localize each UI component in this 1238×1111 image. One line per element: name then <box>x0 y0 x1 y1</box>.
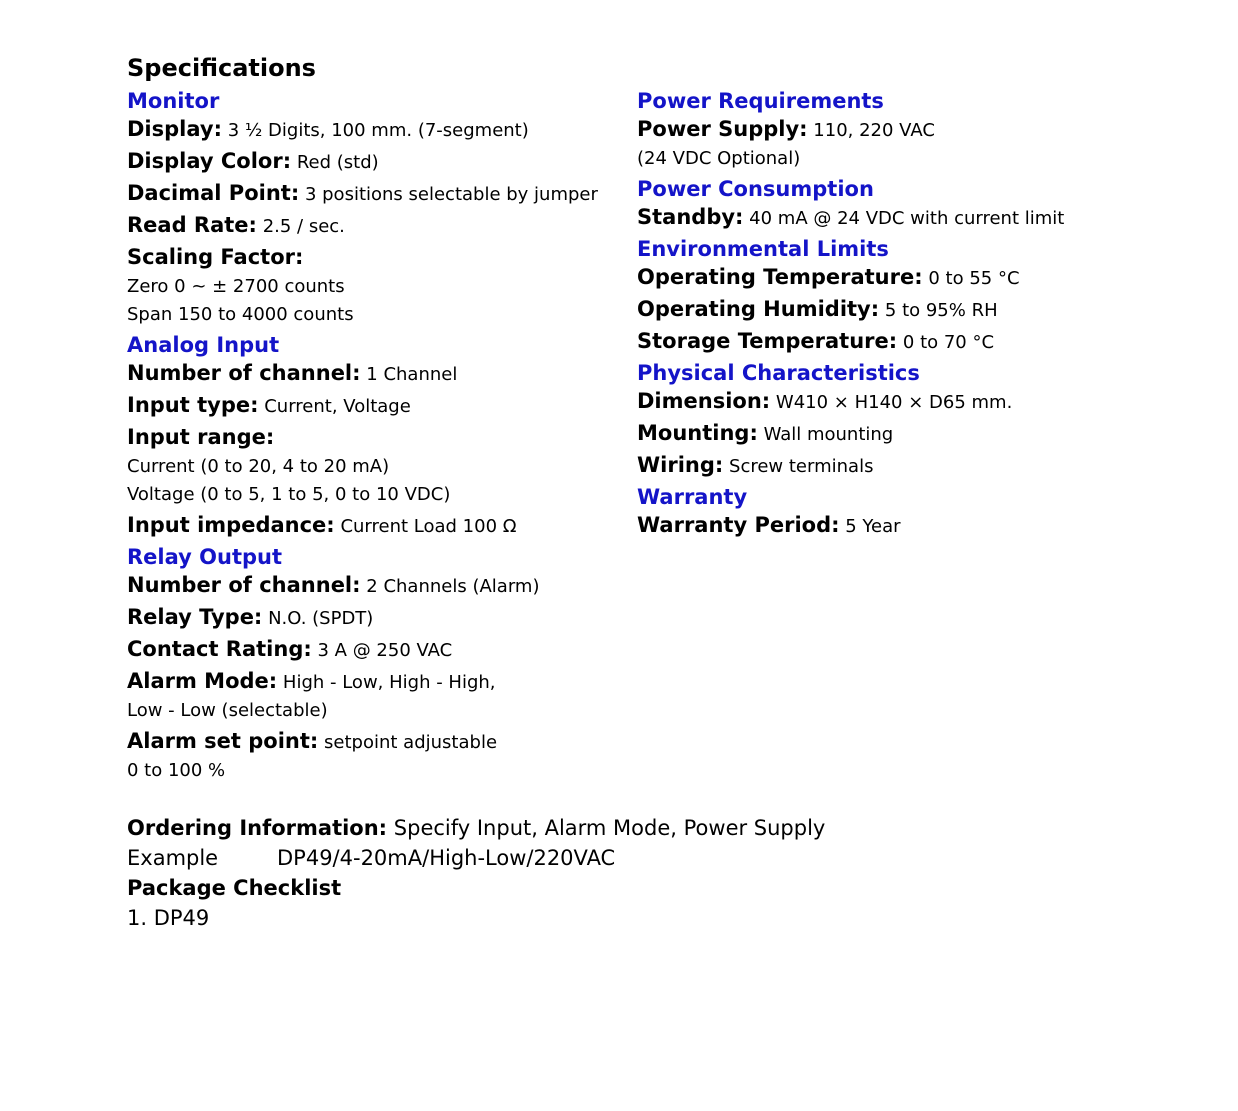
spec-label: Number of channel: <box>127 361 361 385</box>
spec-value: 0 to 55 °C <box>928 268 1020 289</box>
spec-number-of-channel <box>127 359 607 389</box>
spec-alarm-set-point <box>127 727 607 785</box>
section-physical-characteristics <box>637 359 1107 481</box>
spec-value: N.O. (SPDT) <box>268 608 374 629</box>
section-relay-output <box>127 543 607 785</box>
spec-label: Relay Type: <box>127 605 263 629</box>
spec-label: Wiring: <box>637 453 724 477</box>
section-title: Monitor <box>127 89 220 113</box>
section-analog-input <box>127 331 607 541</box>
spec-value: 3 A @ 250 VAC <box>317 640 453 661</box>
ordering-value: Specify Input, Alarm Mode, Power Supply <box>393 816 826 840</box>
package-checklist-title <box>127 873 1027 903</box>
spec-label: Operating Temperature: <box>637 265 923 289</box>
spec-value: 5 to 95% RH <box>884 300 998 321</box>
spec-label: Alarm set point: <box>127 729 319 753</box>
spec-label: Input impedance: <box>127 513 335 537</box>
section-monitor <box>127 87 607 329</box>
spec-operating-temperature <box>637 263 1107 293</box>
left-column <box>127 87 607 787</box>
section-title: Power Requirements <box>637 89 884 113</box>
spec-value: Current, Voltage <box>264 396 411 417</box>
ordering-information <box>127 813 1027 843</box>
spec-value: 5 Year <box>845 516 901 537</box>
spec-value: 1 Channel <box>366 364 458 385</box>
section-title: Warranty <box>637 485 748 509</box>
spec-label: Scaling Factor: <box>127 245 304 269</box>
spec-storage-temperature <box>637 327 1107 357</box>
spec-input-range <box>127 423 607 509</box>
spec-label: Read Rate: <box>127 213 257 237</box>
spec-value: Red (std) <box>296 152 379 173</box>
spec-label: Warranty Period: <box>637 513 840 537</box>
spec-label: Operating Humidity: <box>637 297 880 321</box>
spec-value: 110, 220 VAC <box>813 120 935 141</box>
spec-label: Storage Temperature: <box>637 329 898 353</box>
spec-label: Number of channel: <box>127 573 361 597</box>
section-title: Environmental Limits <box>637 237 889 261</box>
example-label: Example <box>127 846 219 870</box>
spec-number-of-channel <box>127 571 607 601</box>
spec-contact-rating <box>127 635 607 665</box>
spec-dimension <box>637 387 1107 417</box>
spec-label: Input range: <box>127 425 275 449</box>
spec-value: Current Load 100 Ω <box>340 516 517 537</box>
spec-label: Display: <box>127 117 222 141</box>
spec-value: 0 to 70 °C <box>902 332 995 353</box>
spec-mounting <box>637 419 1107 449</box>
spec-relay-type <box>127 603 607 633</box>
spec-subline: Span 150 to 4000 counts <box>127 304 354 325</box>
spec-subline: (24 VDC Optional) <box>637 148 801 169</box>
spec-display <box>127 115 607 145</box>
spec-power-supply <box>637 115 1107 173</box>
section-warranty <box>637 483 1107 541</box>
spec-label: Dacimal Point: <box>127 181 300 205</box>
spec-value: 2 Channels (Alarm) <box>366 576 540 597</box>
spec-label: Standby: <box>637 205 744 229</box>
spec-wiring <box>637 451 1107 481</box>
section-title: Analog Input <box>127 333 280 357</box>
spec-value: Screw terminals <box>729 456 874 477</box>
spec-label: Dimension: <box>637 389 771 413</box>
section-title: Power Consumption <box>637 177 874 201</box>
spec-value: setpoint adjustable <box>324 732 498 753</box>
checklist-title: Package Checklist <box>127 876 342 900</box>
spec-decimal-point <box>127 179 607 209</box>
ordering-example <box>127 843 1027 873</box>
spec-read-rate <box>127 211 607 241</box>
section-power-consumption <box>637 175 1107 233</box>
spec-warranty-period <box>637 511 1107 541</box>
spec-input-impedance <box>127 511 607 541</box>
section-title: Relay Output <box>127 545 282 569</box>
spec-standby <box>637 203 1107 233</box>
section-title: Physical Characteristics <box>637 361 920 385</box>
right-column <box>637 87 1107 543</box>
spec-label: Contact Rating: <box>127 637 312 661</box>
spec-scaling-factor <box>127 243 607 329</box>
ordering-label: Ordering Information: <box>127 816 388 840</box>
spec-display-color <box>127 147 607 177</box>
spec-operating-humidity <box>637 295 1107 325</box>
spec-label: Display Color: <box>127 149 292 173</box>
spec-label: Mounting: <box>637 421 758 445</box>
spec-value: Wall mounting <box>763 424 894 445</box>
spec-input-type <box>127 391 607 421</box>
spec-subline: 0 to 100 % <box>127 760 226 781</box>
section-power-requirements <box>637 87 1107 173</box>
example-value: DP49/4-20mA/High-Low/220VAC <box>277 846 616 870</box>
section-environmental-limits <box>637 235 1107 357</box>
spec-subline: Low - Low (selectable) <box>127 700 328 721</box>
page-title: Specifications <box>127 54 316 82</box>
spec-label: Power Supply: <box>637 117 808 141</box>
spec-value: 40 mA @ 24 VDC with current limit <box>749 208 1065 229</box>
ordering-section <box>127 813 1027 933</box>
spec-value: High - Low, High - High, <box>282 672 496 693</box>
spec-value: 2.5 / sec. <box>262 216 345 237</box>
spec-value: 3 positions selectable by jumper <box>304 184 598 205</box>
spec-subline: Voltage (0 to 5, 1 to 5, 0 to 10 VDC) <box>127 484 451 505</box>
package-checklist-item: 1. DP49 <box>127 906 210 930</box>
spec-label: Alarm Mode: <box>127 669 278 693</box>
spec-value: W410 × H140 × D65 mm. <box>775 392 1013 413</box>
spec-label: Input type: <box>127 393 259 417</box>
spec-subline: Current (0 to 20, 4 to 20 mA) <box>127 456 390 477</box>
spec-value: 3 ½ Digits, 100 mm. (7-segment) <box>227 120 529 141</box>
spec-alarm-mode <box>127 667 607 725</box>
spec-subline: Zero 0 ~ ± 2700 counts <box>127 276 345 297</box>
